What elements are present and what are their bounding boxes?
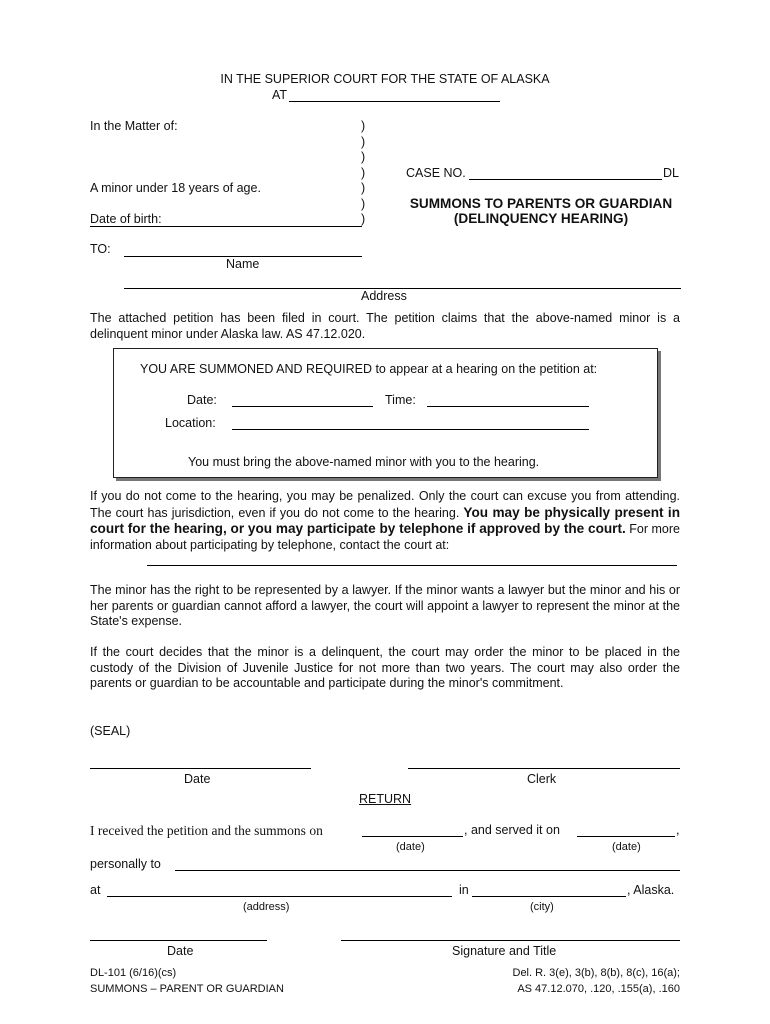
clerk-date-field[interactable] bbox=[90, 768, 311, 769]
caption-paren: ) bbox=[361, 119, 366, 133]
personally-to-label: personally to bbox=[90, 857, 161, 871]
served-text: , and served it on bbox=[464, 823, 560, 837]
telephone-notice: You may be physically present in court for the hearing, or you may participate by telephone if approved by the court. bbox=[90, 504, 681, 536]
form-subtitle: (DELINQUENCY HEARING) bbox=[453, 211, 629, 226]
case-suffix: DL bbox=[663, 166, 679, 180]
lawyer-paragraph: The minor has the right to be represented by a lawyer. If the minor wants a lawyer but the minor and his or her parents or guardian cannot afford a lawyer, the court will appoint a lawyer to represent the minor at the State's expense. bbox=[90, 583, 680, 628]
statutes-citation: AS 47.12.070, .120, .155(a), .160 bbox=[517, 983, 680, 995]
court-heading: IN THE SUPERIOR COURT FOR THE STATE OF ALASKA bbox=[220, 72, 550, 86]
caption-paren: ) bbox=[361, 135, 366, 149]
server-date-field[interactable] bbox=[90, 940, 267, 941]
service-city-field[interactable] bbox=[472, 896, 626, 897]
to-label: TO: bbox=[90, 242, 111, 256]
received-date-field[interactable] bbox=[362, 836, 463, 837]
contact-court-text: For more information about participating by telephone, contact the court at: bbox=[90, 522, 681, 552]
bring-minor-notice: You must bring the above-named minor with you to the hearing. bbox=[188, 455, 540, 469]
clerk-signature-field[interactable] bbox=[408, 768, 680, 769]
case-number-field[interactable] bbox=[469, 179, 662, 180]
address-caption: Address bbox=[361, 289, 407, 303]
served-date-field[interactable] bbox=[577, 836, 675, 837]
at-label: AT bbox=[272, 88, 288, 102]
served-person-field[interactable] bbox=[175, 870, 680, 871]
signature-title-caption: Signature and Title bbox=[452, 944, 557, 958]
at-location-field[interactable] bbox=[289, 101, 500, 102]
form-title: SUMMONS TO PARENTS OR GUARDIAN bbox=[409, 196, 673, 211]
summons-heading: YOU ARE SUMMONED AND REQUIRED to appear at a hearing on the petition at: bbox=[140, 362, 598, 376]
trailing-comma: , bbox=[676, 823, 680, 837]
hearing-location-label: Location: bbox=[165, 416, 216, 430]
service-at-label: at bbox=[90, 883, 101, 897]
server-date-caption: Date bbox=[167, 944, 194, 958]
city-caption: (city) bbox=[530, 901, 554, 913]
date-of-birth-field[interactable] bbox=[90, 226, 362, 227]
hearing-time-field[interactable] bbox=[427, 406, 589, 407]
caption-paren: ) bbox=[361, 197, 366, 211]
court-contact-field[interactable] bbox=[147, 565, 677, 566]
petition-paragraph: The attached petition has been filed in court. The petition claims that the above-named minor is a delinquent minor under Alaska law. AS 47.12.020. bbox=[90, 311, 680, 341]
hearing-time-label: Time: bbox=[385, 393, 416, 407]
court-rules-citation: Del. R. 3(e), 3(b), 8(b), 8(c), 16(a); bbox=[512, 967, 680, 979]
custody-paragraph: If the court decides that the minor is a delinquent, the court may order the minor to be placed in the custody of the Division of Juvenile Justice for not more than two years. The court may also order the parents or guardian to be accountable and participate during the minor's commitment. bbox=[90, 645, 680, 690]
penalty-text: If you do not come to the hearing, you may be penalized. Only the court can excuse you from attending. The court has jurisdiction, even if you do not come to the hearing. bbox=[90, 489, 680, 520]
service-address-field[interactable] bbox=[107, 896, 452, 897]
return-heading: RETURN bbox=[359, 792, 412, 806]
form-number: DL-101 (6/16)(cs) bbox=[90, 967, 177, 979]
case-number-label: CASE NO. bbox=[406, 166, 466, 180]
seal-label: (SEAL) bbox=[90, 724, 131, 738]
server-signature-field[interactable] bbox=[341, 940, 680, 941]
alaska-label: , Alaska. bbox=[627, 883, 675, 897]
caption-paren: ) bbox=[361, 181, 366, 195]
minor-label: A minor under 18 years of age. bbox=[90, 181, 261, 195]
address-caption: (address) bbox=[243, 901, 290, 913]
clerk-caption: Clerk bbox=[527, 772, 557, 786]
summons-box bbox=[113, 348, 658, 478]
form-name: SUMMONS – PARENT OR GUARDIAN bbox=[90, 983, 284, 995]
date-caption: (date) bbox=[396, 841, 425, 853]
penalty-paragraph bbox=[90, 489, 680, 553]
hearing-date-field[interactable] bbox=[232, 406, 373, 407]
date-caption: (date) bbox=[612, 841, 641, 853]
hearing-date-label: Date: bbox=[187, 393, 217, 407]
received-text: I received the petition and the summons on bbox=[90, 823, 323, 838]
date-of-birth-label: Date of birth: bbox=[90, 212, 162, 226]
hearing-location-field[interactable] bbox=[232, 429, 589, 430]
caption-paren: ) bbox=[361, 150, 366, 164]
matter-of-label: In the Matter of: bbox=[90, 119, 178, 133]
clerk-date-caption: Date bbox=[184, 772, 211, 786]
name-caption: Name bbox=[226, 257, 260, 271]
caption-paren: ) bbox=[361, 212, 366, 226]
service-in-label: in bbox=[459, 883, 469, 897]
caption-paren: ) bbox=[361, 166, 366, 180]
